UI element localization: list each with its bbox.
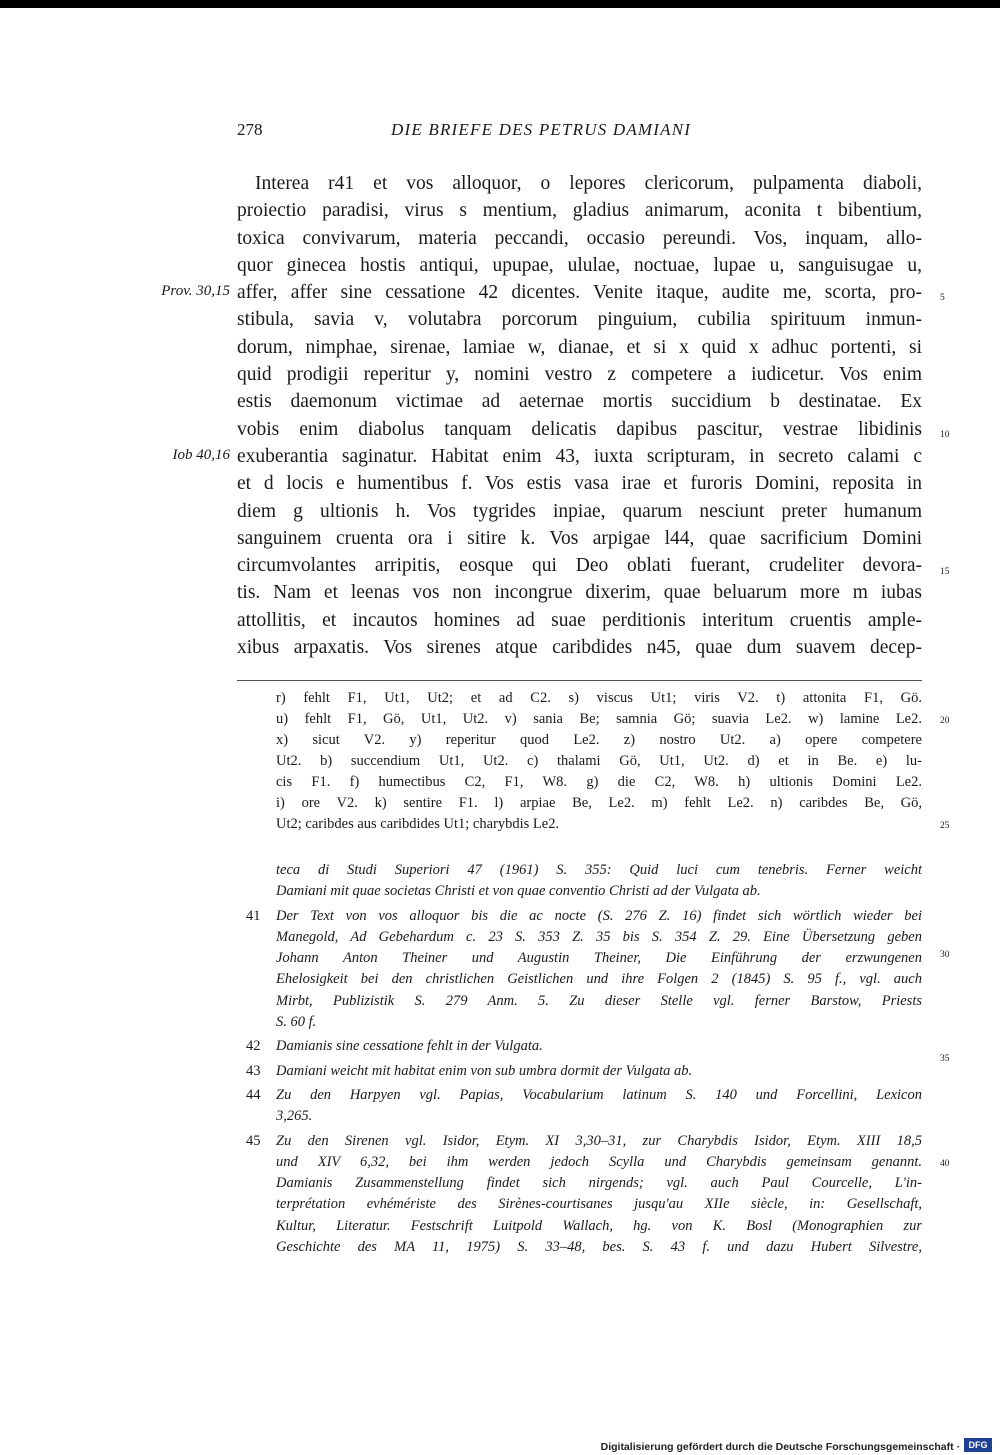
note-line: Damianis Zusammenstellung findet sich nirgends; vgl. auch Paul Courcelle, L'in- bbox=[276, 1175, 922, 1192]
critical-apparatus bbox=[276, 688, 922, 835]
line-number: 25 bbox=[940, 821, 950, 831]
apparatus-line: Ut2; caribdes aus caribdides Ut1; charybdis Le2. bbox=[276, 816, 560, 832]
text-line: proiectio paradisi, virus s mentium, gladius animarum, aconita t bibentium, bbox=[237, 200, 922, 222]
note-line: Kultur, Literatur. Festschrift Luitpold Wallach, hg. von K. Bosl (Monographien zur bbox=[276, 1217, 922, 1234]
note-line: Johann Anton Theiner und Augustin Theiner, Die Einführung der erzwungenen bbox=[276, 950, 922, 967]
note-line: und XIV 6,32, bei ihm werden jedoch Scylla und Charybdis gemeinsam genannt. bbox=[276, 1153, 922, 1170]
apparatus-divider bbox=[237, 680, 922, 681]
apparatus-line: i) ore V2. k) sentire F1. l) arpiae Be, Le2. m) fehlt Le2. n) caribdes Be, Gö, bbox=[276, 795, 922, 811]
text-line: sanguinem cruenta ora i sitire k. Vos arpigae l44, quae sacrificium Domini bbox=[237, 527, 922, 549]
note-line: 3,265. bbox=[276, 1108, 313, 1125]
text-line: quid prodigii reperitur y, nomini vestro z competere a iudicetur. Vos enim bbox=[237, 364, 922, 386]
note-line: Mirbt, Publizistik S. 279 Anm. 5. Zu dieser Stelle vgl. ferner Barstow, Priests bbox=[276, 992, 922, 1009]
note-line: S. 60 f. bbox=[276, 1014, 317, 1031]
line-number: 5 bbox=[940, 293, 945, 303]
note-line: 43 Damiani weicht mit habitat enim von sub umbra dormit der Vulgata ab. bbox=[246, 1062, 693, 1079]
note-line: 41 Der Text von vos alloquor bis die ac nocte (S. 276 Z. 16) findet sich wörtlich wieder bei bbox=[246, 907, 922, 924]
text-line: affer, affer sine cessatione 42 dicentes. Venite itaque, audite me, scorta, pro- bbox=[237, 282, 922, 304]
apparatus-line: r) fehlt F1, Ut1, Ut2; et ad C2. s) viscus Ut1; viris V2. t) attonita F1, Gö. bbox=[276, 690, 922, 706]
note-line: Damiani mit quae societas Christi et von quae conventio Christi ad der Vulgata ab. bbox=[276, 883, 761, 900]
text-line: attollitis, et incautos homines ad suae perditionis interitum cruentis ample- bbox=[237, 609, 922, 631]
note-line: teca di Studi Superiori 47 (1961) S. 355: Quid luci cum tenebris. Ferner weicht bbox=[276, 862, 922, 878]
line-number: 30 bbox=[940, 950, 950, 960]
margin-ref-prov: Prov. 30,15 bbox=[161, 283, 230, 299]
main-text bbox=[237, 170, 922, 661]
text-line: estis daemonum victimae ad aeternae mortis succidium b destinatae. Ex bbox=[237, 391, 922, 413]
line-number: 15 bbox=[940, 567, 950, 577]
commentary-notes bbox=[246, 860, 922, 1258]
apparatus-line: u) fehlt F1, Gö, Ut1, Ut2. v) sania Be; samnia Gö; suavia Le2. w) lamine Le2. bbox=[276, 711, 922, 727]
margin-ref-iob: Iob 40,16 bbox=[172, 447, 230, 463]
apparatus-line: Ut2. b) succendium Ut1, Ut2. c) thalami Gö, Ut1, Ut2. d) et in Be. e) lu- bbox=[276, 753, 922, 769]
text-line: stibula, savia v, volutabra porcorum pinguium, cubilia spirituum inmun- bbox=[237, 309, 922, 331]
text-line: Interea r41 et vos alloquor, o lepores clericorum, pulpamenta diaboli, bbox=[255, 173, 922, 194]
note-line: 42 Damianis sine cessatione fehlt in der Vulgata. bbox=[246, 1038, 543, 1055]
line-number: 40 bbox=[940, 1159, 950, 1169]
apparatus-line: cis F1. f) humectibus C2, F1, W8. g) die C2, W8. h) ultionis Domini Le2. bbox=[276, 774, 922, 790]
page-number: 278 bbox=[237, 120, 263, 139]
line-number: 10 bbox=[940, 430, 950, 440]
text-line: toxica convivarum, materia peccandi, occasio pereundi. Vos, inquam, allo- bbox=[237, 227, 922, 249]
text-line: tis. Nam et leenas vos non incongrue dixerim, quae beluarum more m iubas bbox=[237, 582, 922, 604]
dfg-logo-icon: DFG bbox=[964, 1438, 992, 1452]
text-line: quor ginecea hostis antiqui, upupae, ululae, noctuae, lupae u, sanguisugae u, bbox=[237, 254, 922, 276]
line-number: 20 bbox=[940, 716, 950, 726]
note-line: 45 Zu den Sirenen vgl. Isidor, Etym. XI 3,30–31, zur Charybdis Isidor, Etym. XIII 18,5 bbox=[246, 1132, 922, 1149]
text-line: diem g ultionis h. Vos tygrides inpiae, quarum nesciunt preter humanum bbox=[237, 500, 922, 522]
note-line: 44 Zu den Harpyen vgl. Papias, Vocabularium latinum S. 140 und Forcellini, Lexicon bbox=[246, 1086, 922, 1103]
apparatus-line: x) sicut V2. y) reperitur quod Le2. z) nostro Ut2. a) opere competere bbox=[276, 732, 922, 748]
text-line: circumvolantes arripitis, eosque qui Deo oblati fuerant, crudeliter devora- bbox=[237, 555, 922, 577]
note-line: terprétation evhémériste des Sirènes-courtisanes jusqu'au XIIe siècle, in: Gesellschaft, bbox=[276, 1196, 922, 1213]
running-header bbox=[237, 120, 922, 144]
text-line: xibus arpaxatis. Vos sirenes atque caribdides n45, quae dum suavem decep- bbox=[237, 637, 922, 659]
note-line: Manegold, Ad Gebehardum c. 23 S. 353 Z. 35 bis S. 354 Z. 29. Eine Übersetzung geben bbox=[276, 928, 922, 945]
note-line: Ehelosigkeit bei den christlichen Geistlichen und ihre Folgen 2 (1845) S. 95 f., vgl. auch bbox=[276, 971, 922, 988]
running-title: DIE BRIEFE DES PETRUS DAMIANI bbox=[391, 120, 692, 139]
scan-top-edge bbox=[0, 0, 1000, 8]
text-line: dorum, nimphae, sirenae, lamiae w, dianae, et si x quid x adhuc portenti, si bbox=[237, 336, 922, 358]
line-number: 35 bbox=[940, 1054, 950, 1064]
text-line: et d locis e humentibus f. Vos estis vasa irae et furoris Domini, reposita in bbox=[237, 473, 922, 495]
text-line: vobis enim diabolus tanquam delicatis dapibus pascitur, vestrae libidinis bbox=[237, 418, 922, 440]
text-line: exuberantia saginatur. Habitat enim 43, iuxta scripturam, in secreto calami c bbox=[237, 445, 922, 467]
funding-notice: Digitalisierung gefördert durch die Deutsche Forschungsgemeinschaft · bbox=[600, 1441, 960, 1453]
note-line: Geschichte des MA 11, 1975) S. 33–48, bes. S. 43 f. und dazu Hubert Silvestre, bbox=[276, 1239, 922, 1256]
